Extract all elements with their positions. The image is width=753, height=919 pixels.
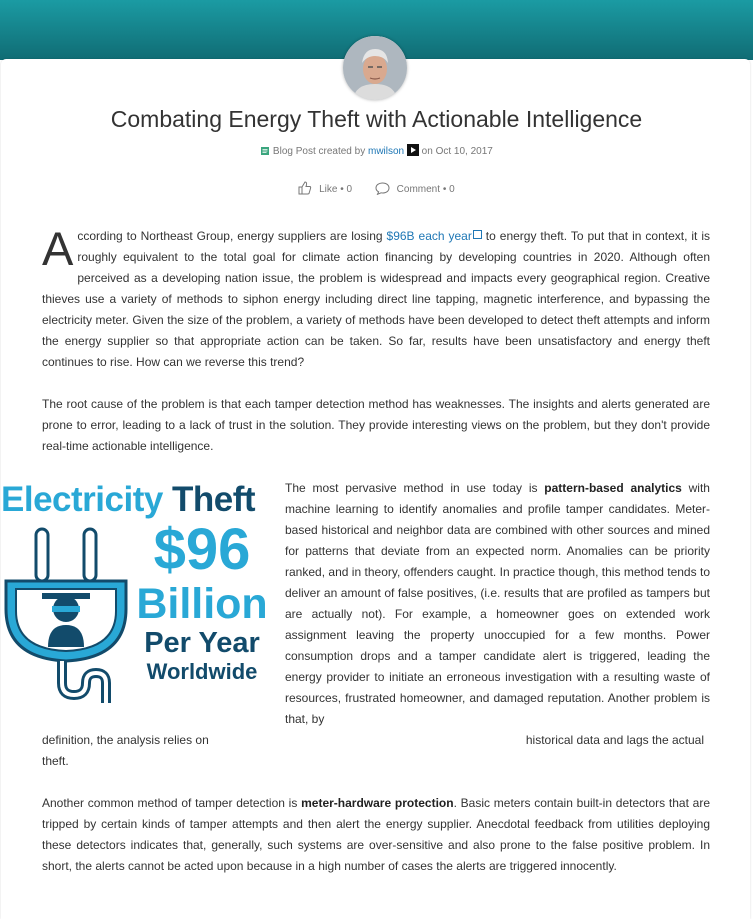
author-menu-icon[interactable] xyxy=(407,144,419,159)
like-count: 0 xyxy=(346,184,353,195)
external-link-icon xyxy=(473,230,482,239)
paragraph-3-text-c3: theft. xyxy=(42,754,69,768)
paragraph-3-text-b: with machine learning to identify anomalies and profile tamper candidates. Meter-based historical and neighbor data are combined with other sources and mined for patterns that deviate from an expected norm. Anomalies can be priority ranked, and in theory, offenders caught. In practice though, this method tends to deliver an amount of false positives, (i.e. results that are profiled as tampers but are actually not). For example, a homeowner goes on extended work assignment leaving the property unoccupied for a few months. Power consumption drops and a tamper candidate alert is triggered, leading the energy provider to initiate an erroneous investigation with a resulting waste of resources, frustrated homeowner, and damaged reputation. Another problem is that, by xyxy=(285,481,710,726)
paragraph-1 xyxy=(42,222,710,373)
infographic-title-word1: Electricity xyxy=(1,480,163,519)
comment-separator: • xyxy=(442,184,447,195)
post-type-label: Blog Post created by xyxy=(272,146,366,157)
like-label: Like xyxy=(319,184,338,195)
author-link[interactable]: mwilson xyxy=(367,146,405,157)
paragraph-3-text-c2: historical data and lags the actual xyxy=(525,733,704,747)
comment-bubble-icon xyxy=(375,182,390,195)
drop-cap: A xyxy=(42,222,74,275)
comment-count: 0 xyxy=(449,184,455,195)
paragraph-1-text-b: to energy theft. To put that in context, it is roughly equivalent to the total goal for climate action financing by developing countries in 2020. Although often perceived as a developing nation issue, the problem is widespread and impacts every geographical region. Creative thieves use a variety of methods to siphon energy including direct line tapping, magnetic interference, and bypassing the electricity meter. Given the size of the problem, a variety of methods have been developed to detect theft attempts and inform the energy supplier so that appropriate action can be taken. So far, results have been unsatisfactory and energy theft continues to rise. How can we reverse this trend? xyxy=(42,229,710,369)
like-separator: • xyxy=(340,184,344,195)
paragraph-3-text-a: The most pervasive method in use today is xyxy=(285,481,545,495)
paragraph-2-text: The root cause of the problem is that each tamper detection method has weaknesses. The insights and alerts generated are prone to error, leading to a lack of trust in the solution. They provide interesting views on the problem, but they don't provide real-time actionable intelligence. xyxy=(42,397,710,453)
electricity-theft-infographic xyxy=(0,481,272,711)
thumbs-up-icon xyxy=(298,181,312,195)
author-avatar[interactable] xyxy=(343,36,407,100)
blog-post-icon xyxy=(260,146,270,159)
infographic-title-word2: Theft xyxy=(172,480,256,519)
infographic-per-year: Per Year xyxy=(144,627,260,659)
paragraph-4 xyxy=(42,793,710,877)
paragraph-3-tail xyxy=(42,730,710,772)
paragraph-3 xyxy=(285,478,710,730)
comment-button[interactable] xyxy=(375,182,455,195)
infographic-amount: $96 xyxy=(153,517,251,582)
comment-label: Comment xyxy=(396,184,441,195)
revenue-link[interactable] xyxy=(387,229,482,243)
post-actions xyxy=(0,181,753,195)
plug-thief-icon xyxy=(2,523,130,711)
paragraph-2 xyxy=(42,394,710,457)
paragraph-4-text-b: . Basic meters contain built-in detectors that are tripped by certain kinds of tamper attempts and then alert the energy supplier. Anecdotal feedback from utilities deploying these detectors indicates that, generally, such systems are over-sensitive and also prone to the false positive problem. In short, the alerts cannot be acted upon because in a high number of cases the alerts are triggered innocently. xyxy=(42,796,710,873)
infographic-title xyxy=(1,481,255,519)
paragraph-4-text-a: Another common method of tamper detection is xyxy=(42,796,302,810)
post-date: on Oct 10, 2017 xyxy=(421,146,493,157)
post-title: Combating Energy Theft with Actionable Intelligence xyxy=(110,106,643,132)
like-button[interactable] xyxy=(298,181,352,195)
infographic-worldwide: Worldwide xyxy=(146,659,258,684)
paragraph-1-text-a: ccording to Northeast Group, energy suppliers are losing xyxy=(77,229,387,243)
paragraph-3-text-c1: definition, the analysis relies on xyxy=(42,733,209,747)
infographic-unit: Billion xyxy=(136,580,268,628)
paragraph-3-bold: pattern-based analytics xyxy=(544,481,682,495)
revenue-link-text[interactable]: $96B each year xyxy=(386,229,472,243)
paragraph-4-bold: meter-hardware protection xyxy=(301,796,454,810)
post-meta xyxy=(0,144,753,159)
